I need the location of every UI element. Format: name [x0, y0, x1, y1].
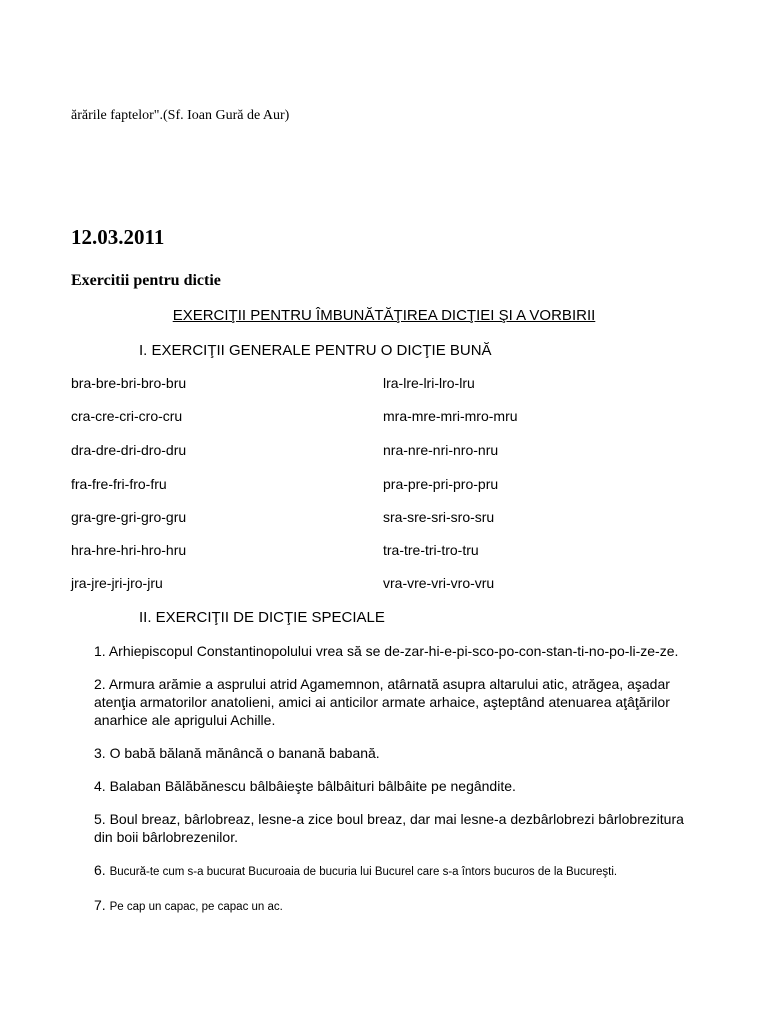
syllable-row: bra-bre-bri-bro-bru — [71, 375, 187, 391]
exercise-text: Boul breaz, bârlobreaz, lesne-a zice boul breaz, dar mai lesne-a dezbârlobrezi bârlobrezitura din boii bârlobrezenilor. — [94, 811, 684, 845]
exercise-item — [94, 675, 694, 729]
syllable-row: jra-jre-jri-jro-jru — [71, 575, 163, 591]
exercise-item — [94, 896, 694, 916]
exercise-number: 5. — [94, 811, 106, 827]
syllable-row: sra-sre-sri-sro-sru — [383, 509, 495, 525]
exercise-item — [94, 861, 694, 881]
syllable-row: lra-lre-lri-lro-lru — [383, 375, 475, 391]
syllable-row: fra-fre-fri-fro-fru — [71, 476, 167, 492]
exercise-number: 7. — [94, 897, 106, 913]
section-heading-general: I. EXERCIŢII GENERALE PENTRU O DICŢIE BUNĂ — [139, 342, 492, 359]
exercise-item — [94, 744, 694, 762]
exercise-text: Armura arămie a asprului atrid Agamemnon, atârnată asupra altarului atic, atrăgea, aşadar atenţia armatorilor anatolieni, amici ai anticilor armate arhaice, aşteptând atenuarea aţâţărilor anarhice ale aprigului Achille. — [94, 676, 670, 728]
exercise-number: 2. — [94, 676, 106, 692]
section-heading-special: II. EXERCIŢII DE DICŢIE SPECIALE — [139, 609, 385, 626]
syllable-row: nra-nre-nri-nro-nru — [383, 442, 499, 458]
exercise-item — [94, 777, 694, 795]
exercise-number: 3. — [94, 745, 106, 761]
main-title: EXERCIŢII PENTRU ÎMBUNĂTĂŢIREA DICŢIEI ŞI A VORBIRII — [172, 307, 596, 324]
syllable-row: dra-dre-dri-dro-dru — [71, 442, 187, 458]
syllable-row: tra-tre-tri-tro-tru — [383, 542, 479, 558]
syllable-row: hra-hre-hri-hro-hru — [71, 542, 187, 558]
syllable-row: pra-pre-pri-pro-pru — [383, 476, 499, 492]
subtitle-heading: Exercitii pentru dictie — [71, 272, 221, 289]
syllable-row: gra-gre-gri-gro-gru — [71, 509, 187, 525]
exercise-number: 1. — [94, 643, 106, 659]
exercise-list — [94, 642, 694, 931]
exercise-number: 6. — [94, 862, 106, 878]
exercise-text: Arhiepiscopul Constantinopolului vrea să se de-zar-hi-e-pi-sco-po-con-stan-ti-no-po-li-ze-ze. — [108, 643, 679, 659]
exercise-text: O babă bălană mănâncă o banană babană. — [109, 745, 380, 761]
exercise-item — [94, 810, 694, 846]
syllable-row: mra-mre-mri-mro-mru — [383, 408, 518, 424]
exercise-text: Balaban Bălăbănescu bâlbâieşte bâlbâituri bâlbâite pe negândite. — [109, 778, 516, 794]
exercise-text: Bucură-te cum s-a bucurat Bucuroaia de bucuria lui Bucurel care s-a întors bucuros de la Bucureşti. — [109, 866, 618, 878]
syllable-row: cra-cre-cri-cro-cru — [71, 408, 183, 424]
exercise-item — [94, 642, 694, 660]
exercise-text: Pe cap un capac, pe capac un ac. — [109, 901, 283, 913]
syllable-row: vra-vre-vri-vro-vru — [383, 575, 495, 591]
date-heading: 12.03.2011 — [71, 225, 165, 249]
quote-line: ărările faptelor".(Sf. Ioan Gură de Aur) — [71, 108, 290, 123]
exercise-number: 4. — [94, 778, 106, 794]
